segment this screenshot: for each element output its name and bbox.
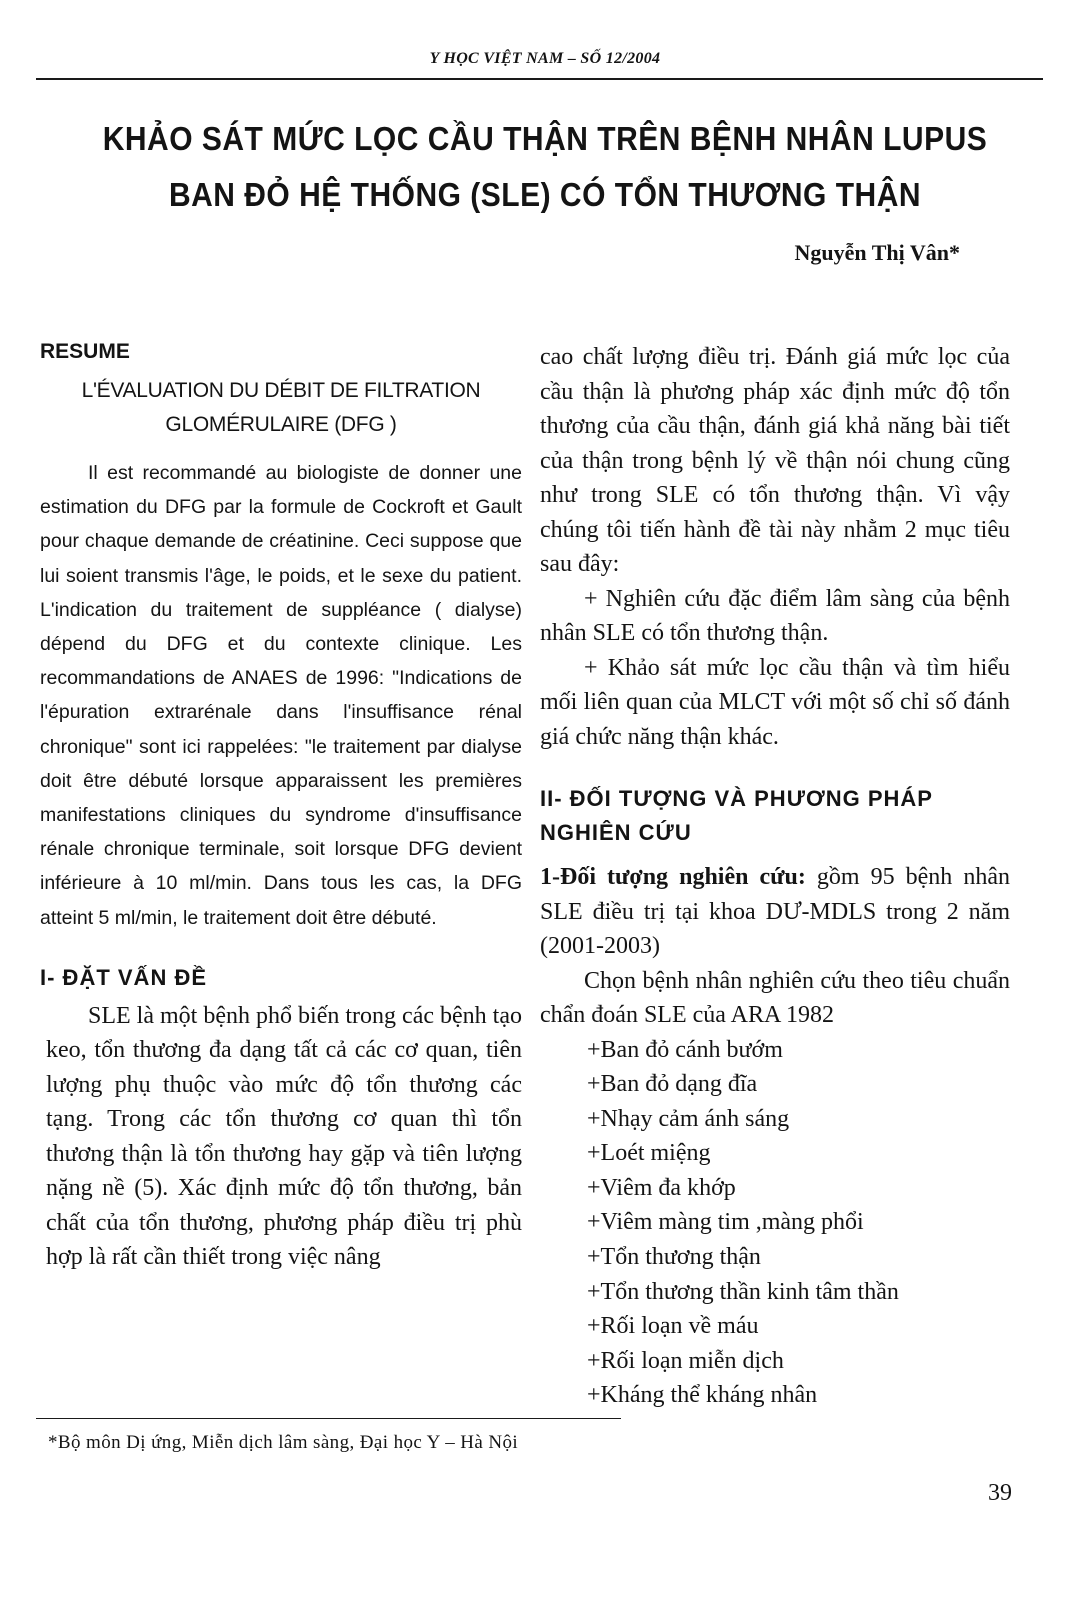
resume-subtitle-line-1: L'ÉVALUATION DU DÉBIT DE FILTRATION [81,379,481,402]
section-1-body-text: SLE là một bệnh phổ biến trong các bệnh tạo keo, tổn thương đa dạng tất cả các cơ quan, tiên lượng phụ thuộc vào mức độ tổn thương các tạng. Trong các tổn thương cơ quan thì tổn thương thận là tổn thương hay gặp và tiên lượng nặng nề (5). Xác định mức độ tổn thương, bản chất của tổn thương, phương pháp điều trị phù hợp là rất cần thiết trong việc nâng [46,1002,522,1271]
resume-body-text: Il est recommandé au biologiste de donner une estimation du DFG par la formule de Cockroft et Gault pour chaque demande de créatinine. Ceci suppose que lui soient transmis l'âge, le poids, et le sexe du patient. L'indication du traitement de suppléance ( dialyse) dépend du DFG et du contexte clinique. Les recommandations de ANAES de 1996: "Indications de l'épuration extrarénale dans l'insuffisance rénal chronique" sont ici rappelées: "le traitement par dialyse doit être débuté lorsque apparaissent les premières manifestations cliniques du syndrome d'insuffisance rénale chronique terminale, soit lorsque DFG devient inférieure à 10 ml/min. Dans tous les cas, la DFG atteint 5 ml/min, le traitement doit être débuté. [40,462,522,929]
subjects-paragraph [540,860,1010,964]
page-number: 39 [988,1480,1012,1506]
list-item: +Viêm màng tim ,màng phổi [587,1209,864,1236]
header-rule [36,78,1043,80]
list-item: +Rối loạn miễn dịch [587,1347,784,1374]
footnote-rule [36,1418,621,1419]
list-item: +Rối loạn về máu [587,1313,759,1340]
section-1-paragraph [40,999,522,1275]
objective-2-text: + Khảo sát mức lọc cầu thận và tìm hiểu mối liên quan của MLCT với một số chỉ số đánh giá chức năng thận khác. [540,654,1010,750]
title-line-2: BAN ĐỎ HỆ THỐNG (SLE) CÓ TỔN THƯƠNG THẬN [168,176,922,214]
title-line-1: KHẢO SÁT MỨC LỌC CẦU THẬN TRÊN BỆNH NHÂN LUPUS [102,120,988,158]
list-item: +Kháng thể kháng nhân [587,1382,818,1409]
section-2-heading [540,782,1010,850]
list-item: +Tổn thương thần kinh tâm thần [587,1278,899,1305]
list-item: +Tổn thương thận [587,1244,761,1271]
list-item: +Viêm đa khớp [587,1174,736,1201]
footnote: *Bộ môn Dị ứng, Miễn dịch lâm sàng, Đại học Y – Hà Nội [48,1432,519,1453]
article-title [0,112,1090,224]
subjects-label: 1-Đối tượng nghiên cứu: [540,864,806,890]
right-column [540,340,1010,1413]
objective-1-text: + Nghiên cứu đặc điểm lâm sàng của bệnh nhân SLE có tổn thương thận. [540,585,1010,646]
resume-subtitle-line-2: GLOMÉRULAIRE (DFG ) [165,413,397,436]
list-item: +Ban đỏ cánh bướm [587,1036,783,1063]
subjects-text: gồm 95 bệnh nhân SLE điều trị tại khoa DƯ-MDLS trong 2 năm (2001-2003) [540,864,1010,959]
section-introduction [40,961,522,1275]
list-item: +Nhạy cảm ánh sáng [587,1105,790,1132]
section-2-heading-line-2: NGHIÊN CỨU [540,820,692,845]
list-item: +Ban đỏ dạng đĩa [587,1071,758,1098]
objective-2 [540,651,1010,755]
resume-heading: RESUME [40,340,130,363]
objective-1 [540,582,1010,651]
list-item: +Loét miệng [587,1140,711,1167]
section-1-heading: I- ĐẶT VẤN ĐỀ [40,964,207,990]
resume-paragraph [40,456,522,935]
resume-subtitle [40,374,522,442]
criteria-intro [540,964,1010,1033]
section-2-heading-line-1: II- ĐỐI TƯỢNG VÀ PHƯƠNG PHÁP [540,786,933,811]
criteria-intro-text: Chọn bệnh nhân nghiên cứu theo tiêu chuẩn chẩn đoán SLE của ARA 1982 [540,967,1010,1028]
author-name: Nguyễn Thị Vân* [794,240,960,265]
journal-header: Y HỌC VIỆT NAM – SỐ 12/2004 [429,50,661,67]
continuation-paragraph: cao chất lượng điều trị. Đánh giá mức lọc của cầu thận là phương pháp xác định mức độ tổn thương của cầu thận, đánh giá khả năng bài tiết của thận trong bệnh lý về thận nói chung cũng như trong SLE có tổn thương thận. Vì vậy chúng tôi tiến hành đề tài này nhằm 2 mục tiêu sau đây: [540,344,1010,577]
left-column [40,340,522,1275]
criteria-list [540,1033,1010,1414]
